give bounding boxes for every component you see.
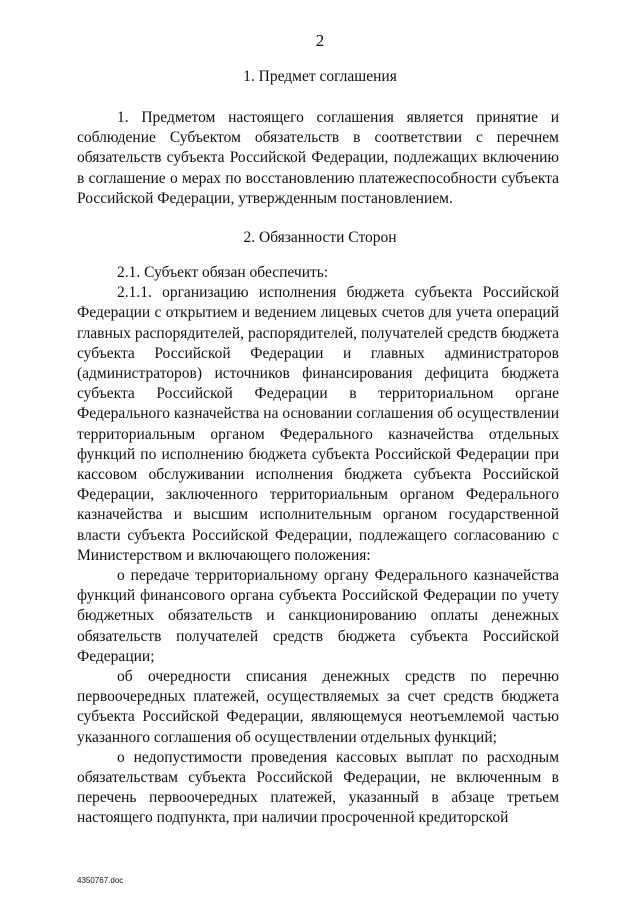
section2-body: [77, 263, 559, 829]
section-title-subject: 1. Предмет соглашения: [243, 68, 397, 85]
section1-body: [77, 108, 559, 209]
document-footer-filename: 4350767.doc: [77, 876, 124, 885]
section-title-obligations: 2. Обязанности Сторон: [243, 229, 397, 246]
paragraph-2-1-1: 2.1.1. организацию исполнения бюджета субъекта Российской Федерации с открытием и ведением лицевых счетов для учета операций главных распорядителей, распорядителей, получателей средств бюджета субъекта Российской Федерации и главных администраторов (администраторов) источников финансирования дефицита бюджета субъекта Российской Федерации в территориальном органе Федерального казначейства на основании соглашения об осуществлении территориальным органом Федерального казначейства отдельных функций по исполнению бюджета субъекта Российской Федерации при кассовом обслуживании исполнения бюджета субъекта Российской Федерации, заключенного территориальным органом Федерального казначейства и высшим исполнительным органом государственной власти субъекта Российской Федерации, подлежащего согласованию с Министерством и включающего положения:: [77, 284, 559, 564]
paragraph-transfer-functions: о передаче территориальному органу Федерального казначейства функций финансового органа субъекта Российской Федерации по учету бюджетных обязательств и санкционированию оплаты денежных обязательств получателей средств бюджета субъекта Российской Федерации;: [77, 567, 559, 665]
paragraph-2-1: 2.1. Субъект обязан обеспечить:: [117, 264, 329, 281]
paragraph-cash-payments: о недопустимости проведения кассовых выплат по расходным обязательствам субъекта Российской Федерации, не включенным в перечень первоочередных платежей, указанный в абзаце третьем настоящего подпункта, при наличии просроченной кредиторской: [77, 748, 559, 827]
paragraph-payment-order: об очередности списания денежных средств по перечню первоочередных платежей, осуществляемых за счет средств бюджета субъекта Российской Федерации, являющемуся неотъемлемой частью указанного соглашения об осуществлении отдельных функций;: [77, 668, 559, 746]
page-number: 2: [315, 31, 325, 50]
paragraph-subject: 1. Предметом настоящего соглашения является принятие и соблюдение Субъектом обязательств в соответствии с перечнем обязательств субъекта Российской Федерации, подлежащих включению в соглашение о мерах по восстановлению платежеспособности субъекта Российской Федерации, утвержденным постановлением.: [77, 109, 559, 207]
